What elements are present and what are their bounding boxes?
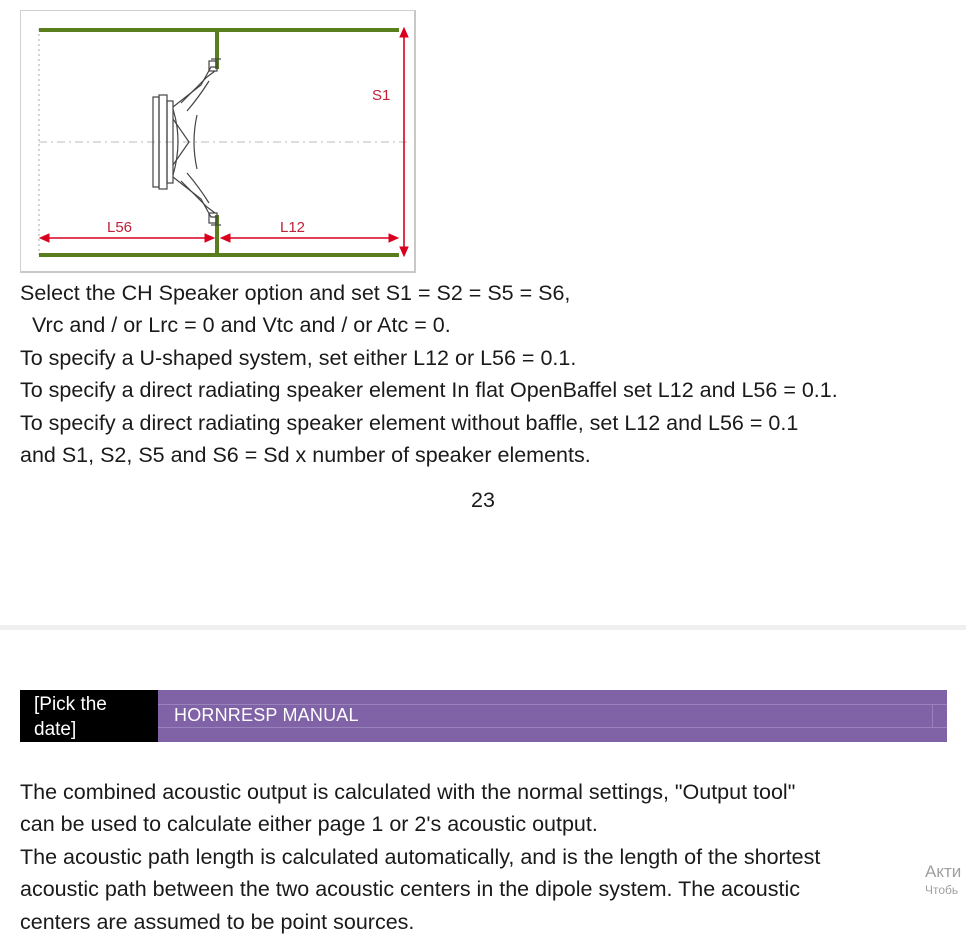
date-placeholder-line1: [Pick the — [34, 694, 107, 715]
text-line: To specify a U-shaped system, set either L12 or L56 = 0.1. — [20, 345, 577, 370]
text-line: To specify a direct radiating speaker element In flat OpenBaffel set L12 and L56 = 0.1. — [20, 378, 838, 403]
text-line: The combined acoustic output is calculated with the normal settings, "Output tool" — [20, 780, 796, 804]
page2-body — [20, 776, 945, 938]
page-header — [20, 690, 947, 742]
text-line: To specify a direct radiating speaker element without baffle, set L12 and L56 = 0.1 — [20, 410, 799, 435]
document-title[interactable]: HORNRESP MANUAL — [174, 705, 359, 725]
text-line: and S1, S2, S5 and S6 = Sd x number of speaker elements. — [20, 443, 591, 468]
speaker-diagram — [20, 10, 416, 273]
s1-label: S1 — [372, 87, 391, 104]
l12-label: L12 — [280, 219, 306, 236]
date-placeholder[interactable] — [20, 690, 158, 742]
page-separator — [0, 625, 966, 630]
text-line: The acoustic path length is calculated automatically, and is the length of the shortest — [20, 844, 821, 869]
page-number: 23 — [471, 488, 495, 512]
divider — [932, 704, 933, 728]
l56-label: L56 — [107, 219, 133, 236]
text-line: Select the CH Speaker option and set S1 = S2 = S5 = S6, — [20, 281, 571, 305]
speaker-diagram-svg — [21, 11, 414, 271]
page1-body — [20, 277, 950, 471]
l12-arrow — [221, 234, 398, 242]
header-title-band — [158, 690, 947, 742]
activation-watermark — [925, 862, 961, 898]
watermark-line1: Акти — [925, 862, 962, 881]
watermark-line2: Чтобь — [925, 883, 959, 897]
text-line: acoustic path between the two acoustic centers in the dipole system. The acoustic — [20, 877, 801, 902]
date-placeholder-line2: date] — [34, 719, 77, 740]
text-line: can be used to calculate either page 1 or 2's acoustic output. — [20, 812, 598, 837]
text-line: Vrc and / or Lrc = 0 and Vtc and / or Atc = 0. — [32, 313, 451, 338]
text-line: centers are assumed to be point sources. — [20, 909, 415, 934]
divider — [158, 727, 947, 728]
